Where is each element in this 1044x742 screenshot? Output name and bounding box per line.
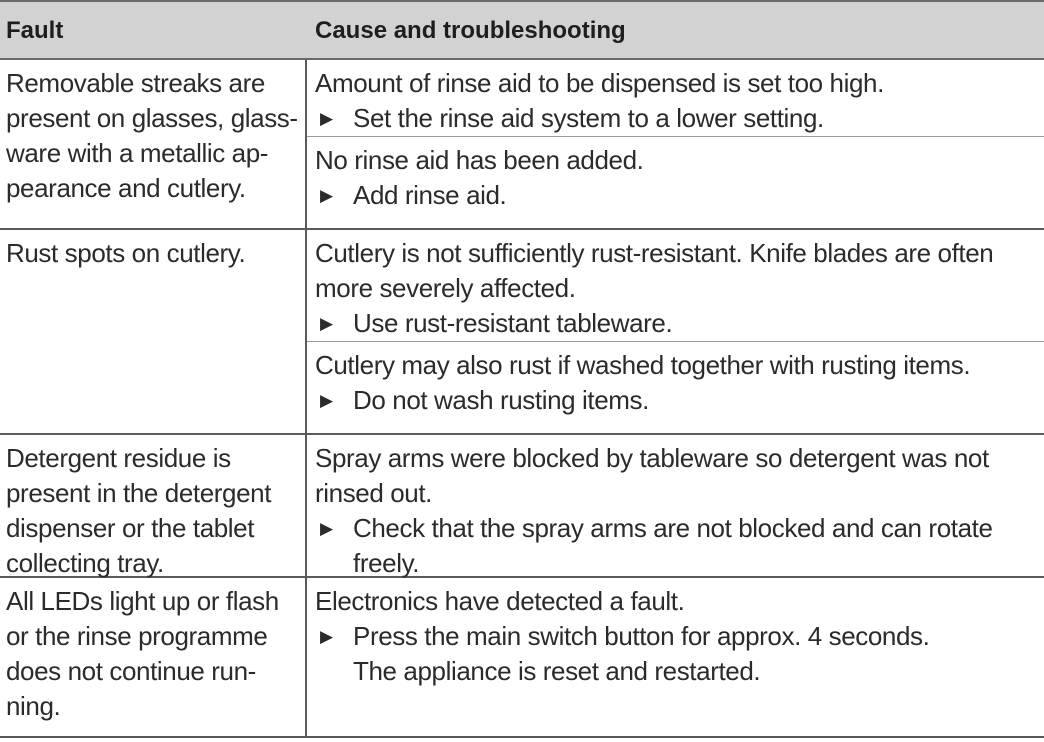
action-text bbox=[353, 619, 1036, 689]
action-step bbox=[315, 178, 1036, 213]
triangle-right-icon: ▶ bbox=[320, 186, 333, 205]
cause-text-line: rinsed out. bbox=[315, 478, 433, 508]
cause-block bbox=[307, 578, 1044, 736]
cause-cell bbox=[307, 230, 1044, 435]
fault-cell bbox=[0, 578, 307, 738]
fault-text-line: dispenser or the tablet bbox=[6, 513, 255, 543]
action-text-line: Check that the spray arms are not blocked and can rotate bbox=[353, 513, 993, 543]
cause-block bbox=[307, 60, 1044, 137]
cause-text-line: Cutlery may also rust if washed together with rusting items. bbox=[315, 350, 971, 380]
action-text bbox=[353, 511, 1036, 581]
action-text-line: Press the main switch button for approx. 4 seconds. bbox=[353, 621, 930, 651]
cause-block bbox=[307, 230, 1044, 342]
action-step bbox=[315, 306, 1036, 341]
fault-text-line: present on glasses, glass- bbox=[6, 103, 298, 133]
action-step bbox=[315, 511, 1036, 581]
fault-text-line: Rust spots on cutlery. bbox=[6, 238, 246, 268]
action-text-line: The appliance is reset and restarted. bbox=[353, 656, 761, 686]
action-text-line: Add rinse aid. bbox=[353, 180, 507, 210]
fault-text-line: ware with a metallic ap- bbox=[6, 138, 269, 168]
cause-cell bbox=[307, 578, 1044, 738]
fault-text-line: present in the detergent bbox=[6, 478, 272, 508]
triangle-right-icon: ▶ bbox=[320, 391, 333, 410]
fault-text-line: collecting tray. bbox=[6, 548, 164, 578]
fault-text-line: All LEDs light up or flash bbox=[6, 586, 279, 616]
cause-text-line: more severely affected. bbox=[315, 273, 576, 303]
action-text bbox=[353, 383, 1036, 418]
fault-text-line: ning. bbox=[6, 691, 61, 721]
column-header-cause: Cause and troubleshooting bbox=[307, 0, 1044, 60]
cause-block bbox=[307, 137, 1044, 228]
fault-cell bbox=[0, 435, 307, 578]
fault-text-line: Detergent residue is bbox=[6, 443, 231, 473]
cause-text-line: Spray arms were blocked by tableware so detergent was not bbox=[315, 443, 989, 473]
fault-text-line: does not continue run- bbox=[6, 656, 256, 686]
action-text-line: freely. bbox=[353, 548, 420, 578]
action-text bbox=[353, 101, 1036, 136]
fault-cell bbox=[0, 230, 307, 435]
action-step bbox=[315, 619, 1036, 689]
action-text bbox=[353, 178, 1036, 213]
fault-text-line: pearance and cutlery. bbox=[6, 173, 246, 203]
cause-block bbox=[307, 342, 1044, 433]
triangle-right-icon: ▶ bbox=[320, 314, 333, 333]
cause-cell bbox=[307, 60, 1044, 230]
action-step bbox=[315, 101, 1036, 136]
cause-cell bbox=[307, 435, 1044, 578]
cause-text-line: Electronics have detected a fault. bbox=[315, 586, 685, 616]
cause-text-line: No rinse aid has been added. bbox=[315, 145, 644, 175]
action-text bbox=[353, 306, 1036, 341]
cause-text-line: Amount of rinse aid to be dispensed is set too high. bbox=[315, 68, 884, 98]
fault-text-line: or the rinse programme bbox=[6, 621, 268, 651]
fault-cell bbox=[0, 60, 307, 230]
cause-text-line: Cutlery is not sufficiently rust-resistant. Knife blades are often bbox=[315, 238, 994, 268]
action-text-line: Set the rinse aid system to a lower setting. bbox=[353, 103, 824, 133]
action-step bbox=[315, 383, 1036, 418]
triangle-right-icon: ▶ bbox=[320, 109, 333, 128]
triangle-right-icon: ▶ bbox=[320, 519, 333, 538]
triangle-right-icon: ▶ bbox=[320, 627, 333, 646]
column-header-fault: Fault bbox=[0, 0, 307, 60]
action-text-line: Use rust-resistant tableware. bbox=[353, 308, 673, 338]
fault-text-line: Removable streaks are bbox=[6, 68, 265, 98]
action-text-line: Do not wash rusting items. bbox=[353, 385, 649, 415]
cause-block bbox=[307, 435, 1044, 581]
